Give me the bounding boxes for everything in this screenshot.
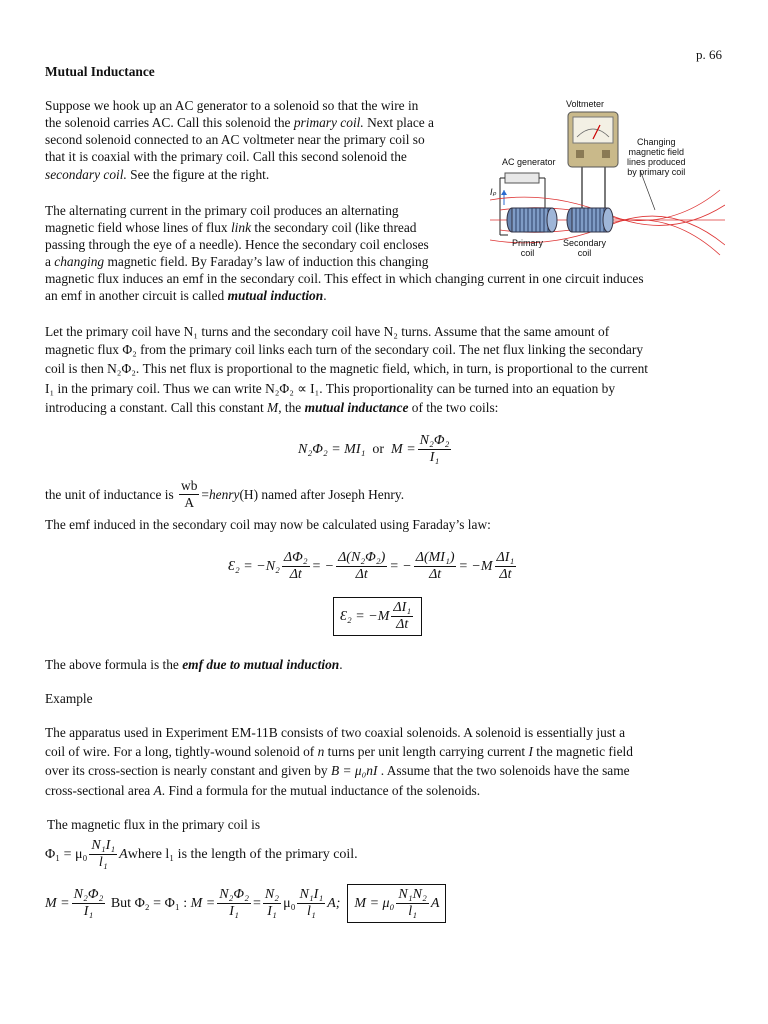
page-title: Mutual Inductance — [45, 64, 155, 79]
para3-line1: Let the primary coil have N₁ turns and the secondary coil have N₂ turns. Assume that the same amount of — [45, 324, 610, 339]
para2-line5: magnetic flux induces an emf in the secondary coil. This effect in which changing current in one circuit induces — [45, 271, 644, 286]
para1-line3: second solenoid connected to an AC voltmeter near the primary coil so — [45, 132, 425, 147]
primary-coil-label: Primary coil — [512, 238, 543, 258]
para1-line5: secondary coil. See the figure at the right. — [45, 167, 270, 182]
example-heading: Example — [45, 691, 93, 706]
figure-mutual-induction — [490, 95, 725, 265]
equation-emf-boxed: Ɛ₂ = −M $\frac{\text{ΔI₁}}{\Delta t}$ — [333, 597, 422, 636]
equation-mutual-inductance: N₂Φ₂ = MI₁ or M = $\frac{\text{N₂Φ₂}}{\text{I₁}}$ — [298, 433, 450, 465]
para2-line2: magnetic field whose lines of flux link the secondary coil (like thread — [45, 220, 417, 235]
para3-line2: magnetic flux Φ₂ from the primary coil links each turn of the secondary coil. The net flux linking the secondary — [45, 342, 644, 357]
para4-line1: The apparatus used in Experiment EM-11B consists of two coaxial solenoids. A solenoid is essentially just a — [45, 725, 626, 740]
ip-label: Iₚ — [490, 187, 497, 197]
boxed-result: M = μ₀ $\frac{\text{N₁N₂}}{\text{l₁}}$ A — [347, 884, 446, 923]
para3-line4: I₁ in the primary coil. Thus we can write N₂Φ₂ ∝ I₁. This proportionality can be turned into an equation by — [45, 381, 616, 396]
para2-line1: The alternating current in the primary coil produces an alternating — [45, 203, 399, 218]
para4-line3: over its cross-section is nearly constant and given by B = μ₀nI . Assume that the two solenoids have the same — [45, 763, 630, 778]
voltmeter-label: Voltmeter — [566, 99, 605, 109]
para3-line5: introducing a constant. Call this constant M, the mutual inductance of the two coils: — [45, 400, 499, 415]
above-formula: The above formula is the emf due to mutual induction. — [45, 657, 343, 672]
para1-line4: that it is coaxial with the primary coil. Call this second solenoid the — [45, 149, 407, 164]
equation-faraday-emf: Ɛ₂ = −N₂ $\frac{\text{ΔΦ₂}}{\Delta t}$ = − $\frac{\text{Δ(N₂Φ₂)}}{\Delta t}$ = − $\frac{\text{Δ(MI₁)}}{\Delta t}$ = −M $\frac{\text{ΔI₁}}{\Delta t}$ — [228, 550, 515, 582]
para2-line6: an emf in another circuit is called mutual induction. — [45, 288, 327, 303]
changing-field-label: Changing magnetic field lines produced by primary coil — [627, 137, 686, 177]
flux-intro: The magnetic flux in the primary coil is — [47, 817, 261, 832]
para4-line2: coil of wire. For a long, tightly-wound solenoid of n turns per unit length carrying current I the magnetic field — [45, 744, 633, 759]
equation-mutual-derivation: M = $\frac{\text{N₂Φ₂}}{\text{I₁}}$ But Φ₂ = Φ₁ : M = $\frac{\text{N₂Φ₂}}{\text{I₁}}$ = $\frac{\text{N₂}}{\text{I₁}}$ μ₀ $\frac{\text{N₁I₁}}{\text{l₁}}$ A; M = μ₀ $\frac{\text{N₁N₂}}{\text{l₁}}$ A — [45, 884, 446, 923]
para2-line3: passing through the eye of a needle). Hence the secondary coil encloses — [45, 237, 429, 252]
ac-generator-label: AC generator — [502, 157, 556, 167]
para4-line4: cross-sectional area A. Find a formula for the mutual inductance of the solenoids. — [45, 783, 481, 798]
para1-line2: the solenoid carries AC. Call this solenoid the primary coil. Next place a — [45, 115, 434, 130]
para2-line4: a changing magnetic field. By Faraday’s law of induction this changing — [45, 254, 429, 269]
para3-line3: coil is then N₂Φ₂. This net flux is proportional to the magnetic field, which, in turn, is proportional to the current — [45, 361, 648, 376]
secondary-coil-label: Secondary coil — [563, 238, 607, 258]
page-number: p. 66 — [696, 47, 722, 62]
equation-flux-primary: Φ₁ = μ₀ $\frac{\text{N₁I₁}}{\text{l₁}}$ A where l₁ is the length of the primary coil. — [45, 838, 358, 870]
emf-intro: The emf induced in the secondary coil may now be calculated using Faraday’s law: — [45, 517, 491, 532]
unit-line: the unit of inductance is $\frac{wb}{A}$ = henry (H) named after Joseph Henry. — [45, 478, 405, 510]
para1-line1: Suppose we hook up an AC generator to a solenoid so that the wire in — [45, 98, 419, 113]
